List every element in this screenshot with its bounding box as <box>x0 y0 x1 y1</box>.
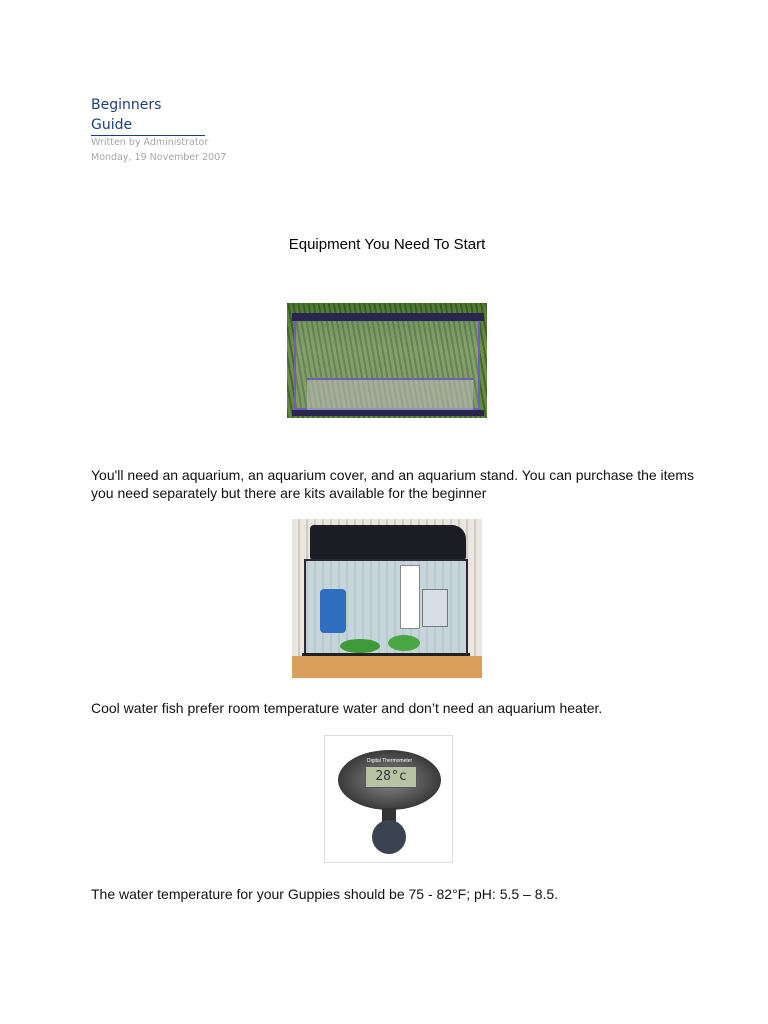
paragraph-temperature: The water temperature for your Guppies should be 75 - 82°F; pH: 5.5 – 8.5. <box>91 886 559 902</box>
suction-cup <box>372 820 406 854</box>
article-title-block <box>91 95 205 136</box>
aquarium-hood <box>310 525 466 559</box>
kit-package <box>400 565 420 629</box>
aquarium-bottom-frame <box>292 410 484 416</box>
empty-aquarium-image <box>287 303 487 418</box>
aquarium-top-frame <box>292 313 484 321</box>
article-title-line1: Beginners <box>91 97 162 113</box>
article-meta <box>91 135 226 165</box>
thermometer-label: Digital Thermometer <box>367 758 413 764</box>
paragraph-equipment: You'll need an aquarium, an aquarium cover, and an aquarium stand. You can purchase the items you need separately but there are kits available for the beginner <box>91 467 695 501</box>
paragraph-cool-water: Cool water fish prefer room temperature water and don’t need an aquarium heater. <box>91 700 603 716</box>
section-heading: Equipment You Need To Start <box>288 236 486 253</box>
article-title-line2: Guide <box>91 117 133 133</box>
aquarium-stand <box>292 656 482 678</box>
kit-booklet <box>422 589 448 627</box>
aquarium-kit-image <box>292 519 482 678</box>
article-date: Monday, 19 November 2007 <box>91 152 227 163</box>
aquarium-floor <box>307 378 473 410</box>
plant <box>388 635 420 651</box>
thermometer-image <box>324 735 453 863</box>
food-can <box>320 589 346 633</box>
article-author: Written by Administrator <box>91 137 209 148</box>
plant <box>340 639 380 653</box>
article-title <box>91 95 205 136</box>
thermometer-display: 28°c <box>365 766 417 788</box>
